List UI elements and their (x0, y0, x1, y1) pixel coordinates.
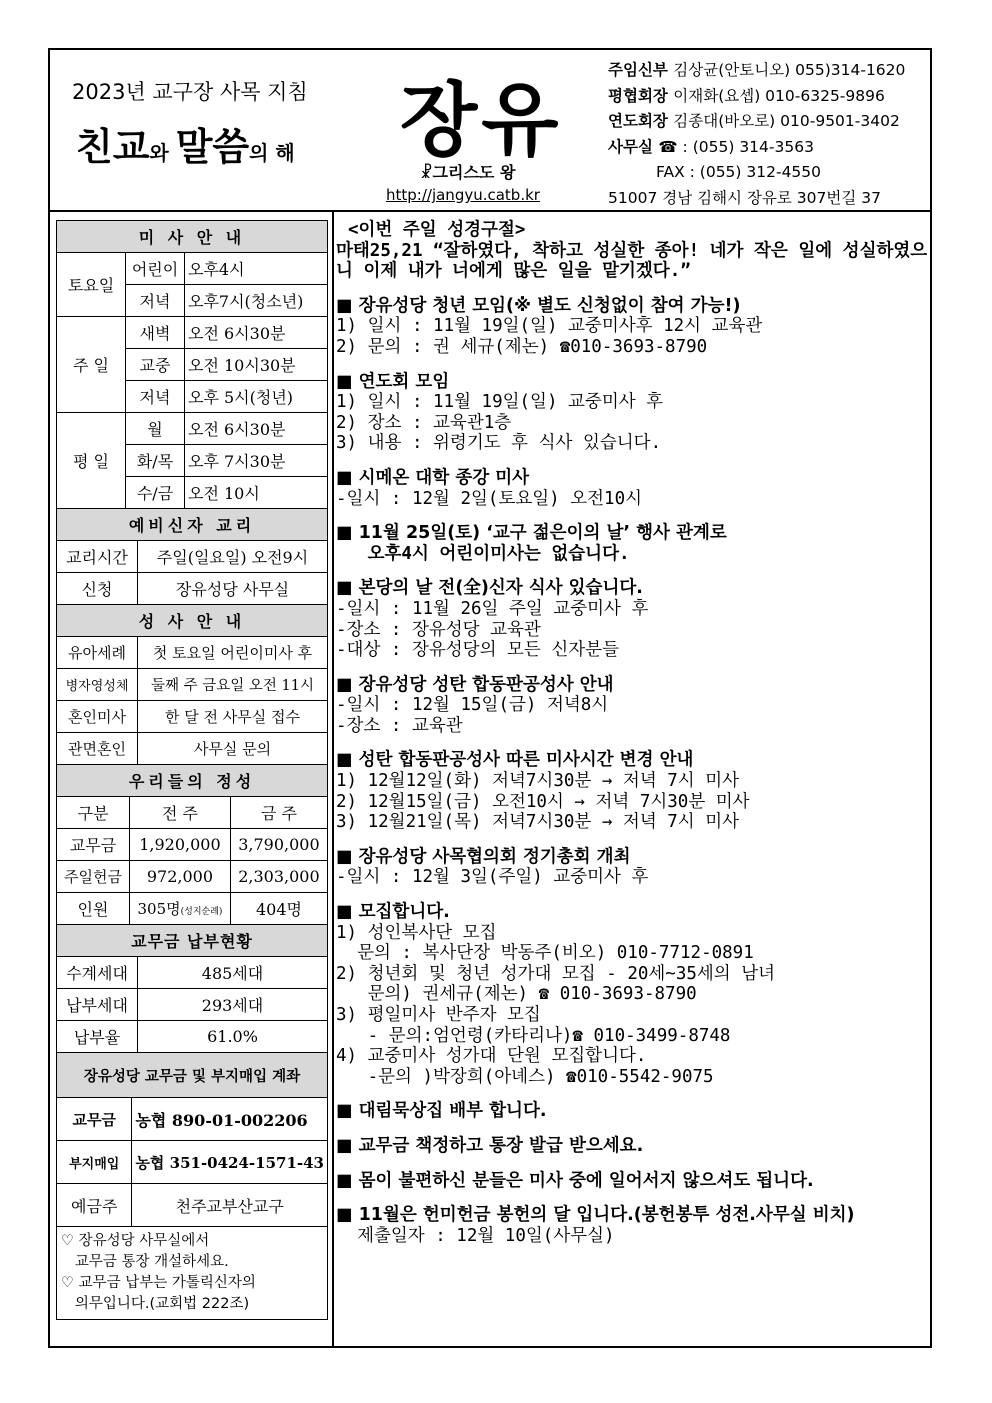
verse-text: 마태25,21 “잘하였다, 착하고 성실한 종아! 네가 작은 일에 성실하였으니 이제 내가 너에게 많은 일을 맡기겠다.” (336, 240, 928, 282)
contact-row (608, 84, 928, 110)
contact-value: FAX : (055) 312-4550 (656, 163, 822, 182)
contact-row (608, 186, 928, 212)
right-column (336, 220, 930, 1246)
cell: 납부세대 (57, 989, 138, 1021)
announcement-line: 4) 교중미사 성가대 단원 모집합니다. (336, 1046, 647, 1067)
announcement-line: 3) 12월21일(목) 저녁7시30분 → 저녁 7시 미사 (336, 812, 740, 833)
catechumen-table (56, 509, 328, 605)
announcement-heading: ■ 장유성당 성탄 합동판공성사 안내 (336, 674, 614, 695)
cell: 첫 토요일 어린이미사 후 (138, 637, 328, 669)
cell: 교무금 (57, 829, 130, 861)
announcement-line: 2) 청년회 및 청년 성가대 모집 - 20세~35세의 남녀 (336, 963, 776, 984)
cell: 3,790,000 (230, 829, 327, 861)
announcement-heading: ■ 연도회 모임 (336, 371, 450, 392)
mass-table (56, 220, 328, 509)
contact-role: 주임신부 (608, 61, 674, 79)
cell: 오전 6시30분 (185, 413, 328, 445)
announcement-line: - 문의:엄언령(카타리나)☎ 010-3499-8748 (336, 1025, 731, 1046)
cell: 관면혼인 (57, 733, 138, 765)
cell: 교무금 (57, 1098, 132, 1141)
sun-label: 주 일 (57, 317, 126, 413)
announcement (336, 372, 930, 454)
contact-row (608, 135, 928, 161)
motto-part: 말씀 (175, 125, 250, 169)
cell: 인원 (57, 893, 130, 925)
cell: 한 달 전 사무실 접수 (138, 701, 328, 733)
sat-label: 토요일 (57, 253, 126, 317)
page-title: 장유 (400, 74, 563, 167)
cell: 485세대 (138, 957, 328, 989)
people-note: (성지순례) (180, 907, 223, 917)
dues-title: 교무금 납부현황 (57, 925, 328, 957)
week-label: 평 일 (57, 413, 126, 509)
announcement-line: 문의) 권세규(제논) ☎ 010-3693-8790 (336, 984, 697, 1005)
cell: 주일(일요일) 오전9시 (138, 541, 328, 573)
subtitle (420, 160, 515, 183)
cell: 오후7시(청소년) (185, 285, 328, 317)
cell: 예금주 (57, 1184, 132, 1227)
cell: 금 주 (230, 797, 327, 829)
subtitle-text: 그리스도 왕 (432, 163, 516, 182)
announcement-line: 2) 12월15일(금) 오전10시 → 저녁 7시30분 미사 (336, 791, 750, 812)
announcement-heading: ■ 시메온 대학 종강 미사 (336, 467, 530, 488)
contact-value: 이재화(요셉) 010-6325-9896 (673, 86, 885, 105)
cell: 농협 890-01-002206 (132, 1098, 328, 1141)
announcement-line: -일시 : 11월 26일 주일 교중미사 후 (336, 598, 649, 619)
cell: 61.0% (138, 1021, 328, 1053)
mass-title: 미 사 안 내 (57, 221, 328, 253)
cell: 수/금 (126, 477, 185, 509)
announcement-line: 2) 문의 : 권 세규(제논) ☎010-3693-8790 (336, 336, 708, 357)
announcement-line: 1) 12월12일(화) 저녁7시30분 → 저녁 7시 미사 (336, 771, 740, 792)
cell: 농협 351-0424-1571-43 (132, 1141, 328, 1184)
cell: 오후4시 (185, 253, 328, 285)
announcement (336, 296, 930, 358)
contact-value: 김종대(바오로) 010-9501-3402 (673, 112, 900, 131)
cell: 972,000 (130, 861, 231, 893)
cell: 주일헌금 (57, 861, 130, 893)
contact-role: 사무실 (608, 137, 659, 156)
motto-part: 와 (149, 141, 176, 165)
announcement (336, 847, 930, 888)
offering-title: 우리들의 정성 (57, 765, 328, 797)
cell: 구분 (57, 797, 130, 829)
motto-part: 의 해 (249, 141, 295, 165)
announcement-line: 제출일자 : 12월 10일(사무실) (336, 1225, 615, 1246)
announcement-heading: ■ 성탄 합동판공성사 따른 미사시간 변경 안내 (336, 750, 694, 771)
verse-title: <이번 주일 성경구절> (348, 220, 526, 240)
contact-list (608, 58, 928, 212)
left-column (56, 220, 328, 1320)
announcement-line: -장소 : 장유성당 교육관 (336, 619, 541, 640)
announcement-line: -일시 : 12월 15일(금) 저녁8시 (336, 695, 609, 716)
cell: 1,920,000 (130, 829, 231, 861)
announcement-line: -일시 : 12월 3일(주일) 교중미사 후 (336, 867, 649, 888)
dues-table (56, 925, 328, 1053)
cell: 새벽 (126, 317, 185, 349)
contact-row (608, 109, 928, 135)
cell: 월 (126, 413, 185, 445)
announcement-heading: ■ 몸이 불편하신 분들은 미사 중에 일어서지 않으셔도 됩니다. (336, 1170, 814, 1191)
announcement-line: 1) 일시 : 11월 19일(일) 교중미사 후 (336, 392, 664, 413)
announcement-line: -대상 : 장유성당의 모든 신자분들 (336, 640, 619, 661)
cell: 어린이 (126, 253, 185, 285)
column-divider (332, 212, 334, 1348)
motto-part: 친교 (76, 125, 150, 169)
announcement-line: -일시 : 12월 2일(토요일) 오전10시 (336, 488, 643, 509)
offering-table (56, 765, 328, 925)
announcement (336, 902, 930, 1087)
announcement (336, 523, 930, 564)
accounts-table (56, 1053, 328, 1227)
announcement (336, 1171, 930, 1192)
cell: 오전 6시30분 (185, 317, 328, 349)
announcement (336, 1101, 930, 1122)
header (50, 50, 930, 212)
cell: 사무실 문의 (138, 733, 328, 765)
announcement-line: 2) 장소 : 교육관1층 (336, 412, 512, 433)
cell: 오후 5시(청년) (185, 381, 328, 413)
cell: 혼인미사 (57, 701, 138, 733)
announcement (336, 675, 930, 737)
announcement-line: 문의 : 복사단장 박동주(비오) 010-7712-0891 (336, 943, 754, 964)
note-line: 의무입니다.(교회법 222조) (61, 1296, 250, 1312)
motto-title (76, 116, 295, 171)
motto-line: 2023년 교구장 사목 지침 (72, 80, 308, 104)
announcement-heading: ■ 장유성당 청년 모임(※ 별도 신청없이 참여 가능!) (336, 295, 741, 316)
cell: 화/목 (126, 445, 185, 477)
note-line: ♡ 장유성당 사무실에서 (61, 1233, 210, 1249)
announcement-heading: ■ 대림묵상집 배부 합니다. (336, 1101, 547, 1122)
cell: 2,303,000 (230, 861, 327, 893)
cell: 오전 10시 (185, 477, 328, 509)
cell: 천주교부산교구 (132, 1184, 328, 1227)
announcement-line: 오후4시 어린이미사는 없습니다. (336, 543, 630, 564)
announcement-heading: ■ 교무금 책정하고 통장 발급 받으세요. (336, 1135, 644, 1156)
cell: 404명 (230, 893, 327, 925)
contact-value: 김상균(안토니오) 055)314-1620 (673, 61, 906, 79)
cell: 수계세대 (57, 957, 138, 989)
announcement-heading: ■ 11월은 헌미헌금 봉헌의 달 입니다.(봉헌봉투 성전.사무실 비치) (336, 1205, 855, 1226)
contact-row (608, 160, 928, 186)
announcement-heading: ■ 모집합니다. (336, 902, 450, 923)
cell: 오후 7시30분 (185, 445, 328, 477)
cell: 납부율 (57, 1021, 138, 1053)
cell: 교리시간 (57, 541, 138, 573)
contact-value: ☎ : (055) 314-3563 (658, 137, 814, 156)
cell: 오전 10시30분 (185, 349, 328, 381)
announcement-heading: ■ 11월 25일(토) ‘교구 젊은이의 날’ 행사 관계로 (336, 523, 727, 544)
catechumen-title: 예비신자 교리 (57, 509, 328, 541)
announcement-line: 3) 평일미사 반주자 모집 (336, 1005, 541, 1025)
cell: 293세대 (138, 989, 328, 1021)
announcement (336, 468, 930, 509)
contact-role: 연도회장 (608, 112, 674, 131)
announcement-heading: ■ 본당의 날 전(全)신자 식사 있습니다. (336, 578, 643, 599)
contact-value: 51007 경남 김해시 장유로 307번길 37 (608, 188, 881, 207)
accounts-title: 장유성당 교무금 및 부지매입 계좌 (57, 1053, 328, 1098)
notes (56, 1227, 328, 1320)
announcement (336, 578, 930, 660)
sacrament-table (56, 605, 328, 765)
cell: 유아세례 (57, 637, 138, 669)
cell: 전 주 (130, 797, 231, 829)
note-line: ♡ 교무금 납부는 가톨릭신자의 (61, 1275, 256, 1291)
announcement (336, 750, 930, 832)
announcement-line: -문의 )박장희(아녜스) ☎010-5542-9075 (336, 1066, 714, 1087)
announcement-line: 1) 성인복사단 모집 (336, 922, 497, 943)
bulletin-frame (48, 48, 932, 1348)
website-link[interactable]: http://jangyu.catb.kr (386, 186, 540, 204)
note-line: 교무금 통장 개설하세요. (61, 1254, 229, 1270)
sacrament-title: 성 사 안 내 (57, 605, 328, 637)
cell: 장유성당 사무실 (138, 573, 328, 605)
cell: 저녁 (126, 285, 185, 317)
chi-rho-icon: ☧ (420, 163, 433, 182)
announcement-line: -장소 : 교육관 (336, 715, 463, 736)
cell: 신청 (57, 573, 138, 605)
cell: 병자영성체 (57, 669, 138, 701)
cell: 둘째 주 금요일 오전 11시 (138, 669, 328, 701)
announcement (336, 1205, 930, 1246)
announcement (336, 1136, 930, 1157)
announcement-line: 3) 내용 : 위령기도 후 식사 있습니다. (336, 433, 662, 454)
announcement-line: 1) 일시 : 11월 19일(일) 교중미사후 12시 교육관 (336, 316, 763, 337)
announcement-heading: ■ 장유성당 사목협의회 정기총회 개최 (336, 846, 631, 867)
people-prev: 305명 (137, 900, 181, 918)
contact-row (608, 58, 928, 84)
announcement-list (336, 296, 930, 1247)
cell: 저녁 (126, 381, 185, 413)
cell: 부지매입 (57, 1141, 132, 1184)
cell: 교중 (126, 349, 185, 381)
contact-role: 평협회장 (608, 86, 674, 105)
